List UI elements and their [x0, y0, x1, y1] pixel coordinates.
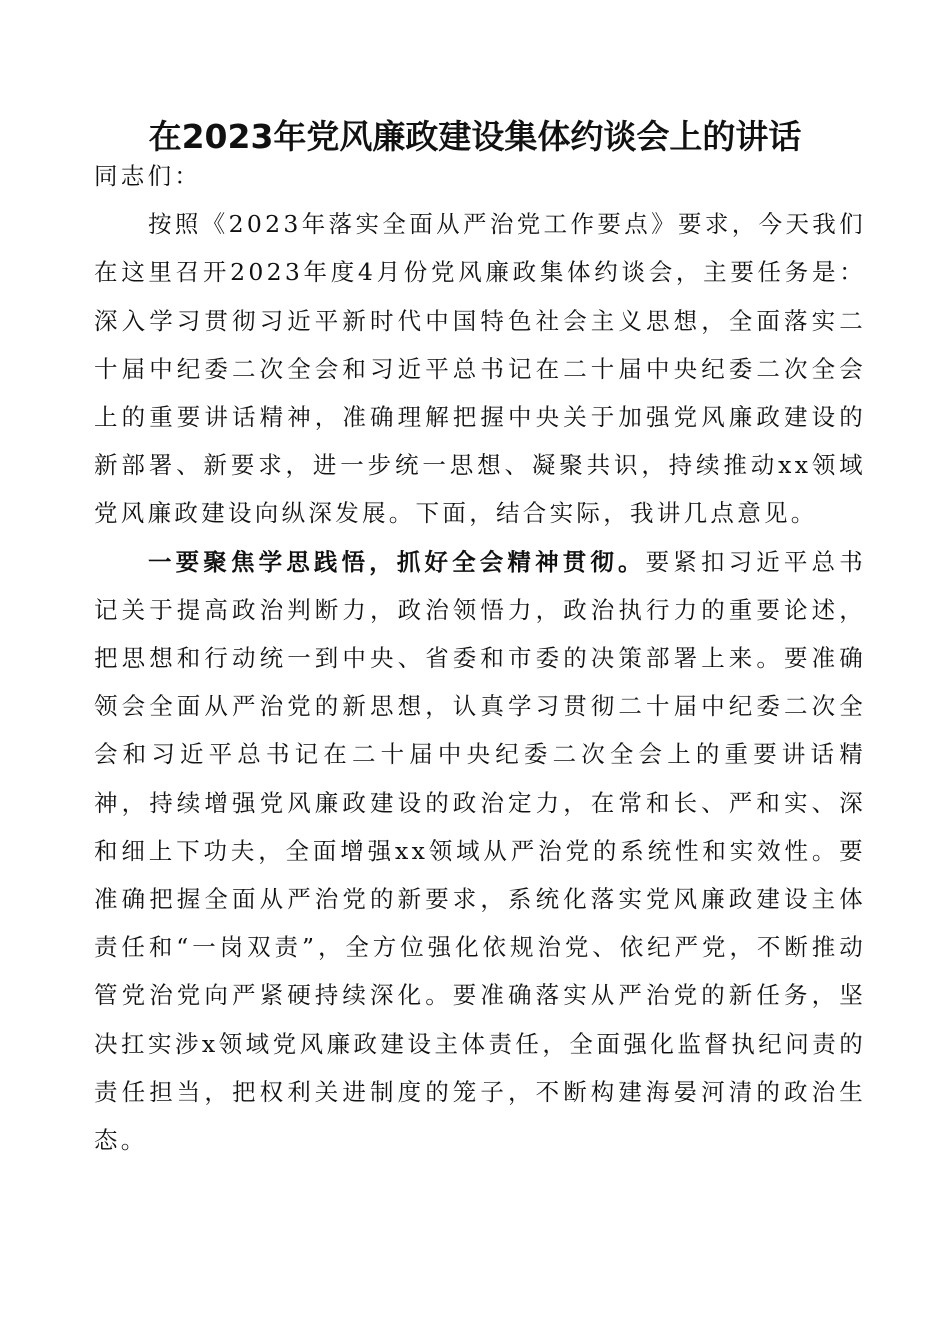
document-title: 在2023年党风廉政建设集体约谈会上的讲话 — [148, 117, 802, 156]
section-one-body: 要紧扣习近平总书记关于提高政治判断力，政治领悟力，政治执行力的重要论述，把思想和行动统一到中央、省委和市委的决策部署上来。要准确领会全面从严治党的新思想，认真学习贯彻二十届中纪委二次全会和习近平总书记在二十届中央纪委二次全会上的重要讲话精神，持续增强党风廉政建设的政治定力，在常和长、严和实、深和细上下功夫，全面增强xx领域从严治党的系统性和实效性。要准确把握全面从严治党的新要求，系统化落实党风廉政建设主体责任和“一岗双责”，全方位强化依规治党、依纪严党，不断推动管党治党向严紧硬持续深化。要准确落实从严治党的新任务，坚决扛实涉x领域党风廉政建设主体责任，全面强化监督执纪问责的责任担当，把权利关进制度的笼子，不断构建海晏河清的政治生态。 — [94, 547, 866, 1155]
intro-paragraph: 按照《2023年落实全面从严治党工作要点》要求，今天我们在这里召开2023年度4月份党风廉政集体约谈会，主要任务是：深入学习贯彻习近平新时代中国特色社会主义思想，全面落实二十届中纪委二次全会和习近平总书记在二十届中央纪委二次全会上的重要讲话精神，准确理解把握中央关于加强党风廉政建设的新部署、新要求，进一步统一思想、凝聚共识，持续推动xx领域党风廉政建设向纵深发展。下面，结合实际，我讲几点意见。 — [94, 210, 866, 528]
document-body — [94, 152, 866, 1164]
salutation: 同志们： — [94, 162, 202, 190]
section-one-paragraph — [94, 538, 866, 1165]
section-one-heading: 一要聚焦学思践悟，抓好全会精神贯彻。 — [148, 547, 646, 576]
